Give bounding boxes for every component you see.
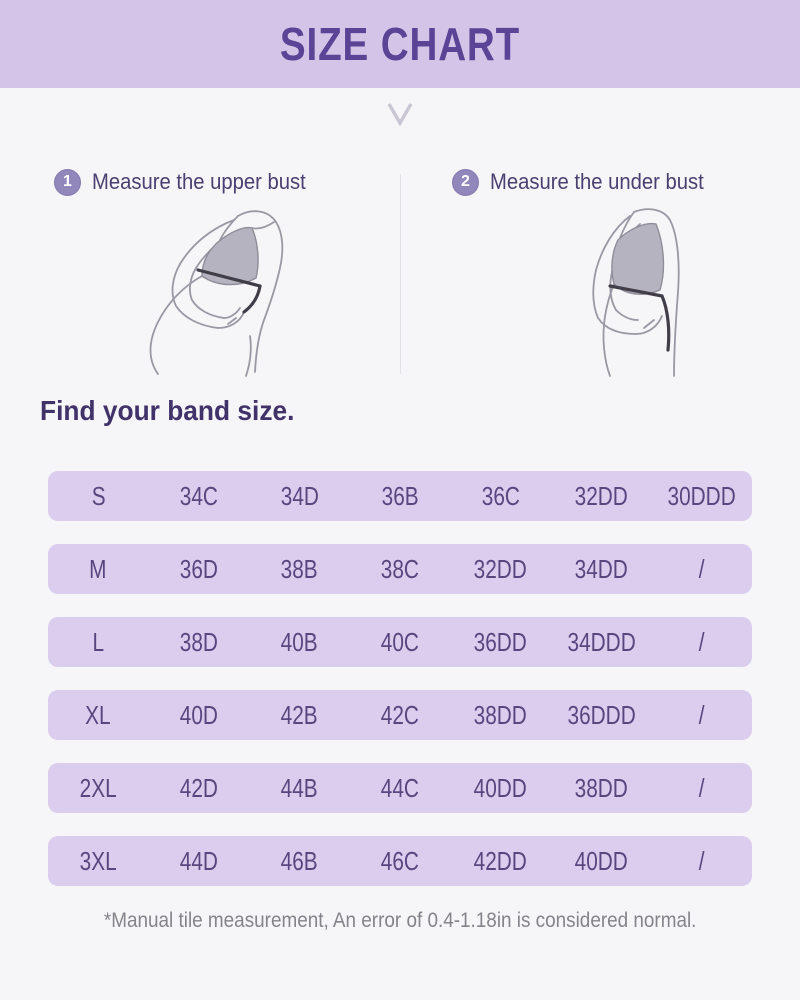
size-row — [48, 544, 752, 594]
band-size-heading: Find your band size. — [40, 395, 295, 426]
upper-bust-illustration — [100, 206, 400, 381]
size-row — [48, 836, 752, 886]
size-label: XL — [85, 699, 112, 730]
bra-shape — [202, 228, 258, 285]
size-cell: 42C — [380, 699, 420, 730]
step-2-header — [452, 166, 772, 198]
size-cell: 38C — [380, 553, 420, 584]
size-cell: 36C — [481, 480, 520, 511]
bra-shape — [612, 224, 664, 295]
size-cell: 34D — [280, 480, 319, 511]
size-label: 3XL — [79, 845, 117, 876]
size-cell: 40D — [179, 699, 218, 730]
size-table — [0, 471, 800, 886]
size-cell: 36D — [179, 553, 218, 584]
size-cell: 38DD — [574, 772, 628, 803]
size-cell: 36B — [381, 480, 419, 511]
size-cell: / — [698, 699, 705, 730]
size-cell: 40DD — [574, 845, 628, 876]
measuring-tape-line — [610, 286, 669, 350]
size-cell: / — [698, 772, 705, 803]
measure-steps-section — [0, 166, 800, 381]
size-cell: 34C — [179, 480, 218, 511]
under-bust-illustration — [516, 206, 772, 381]
size-cell: 44C — [380, 772, 420, 803]
size-cell: 30DDD — [667, 480, 736, 511]
size-cell: / — [698, 845, 705, 876]
size-label: M — [89, 553, 107, 584]
size-cell: 46B — [280, 845, 318, 876]
vertical-divider — [400, 174, 401, 374]
size-cell: 32DD — [574, 480, 628, 511]
page-title: SIZE CHART — [279, 18, 521, 70]
chevron-row — [0, 100, 800, 130]
step-1-number-badge: 1 — [54, 169, 81, 196]
size-cell: 42D — [179, 772, 218, 803]
size-cell: / — [698, 626, 705, 657]
size-cell: 32DD — [473, 553, 528, 584]
measurement-disclaimer: *Manual tile measurement, An error of 0.4-1.18in is considered normal. — [103, 909, 697, 932]
size-cell: 38D — [179, 626, 218, 657]
step-1-header — [54, 166, 400, 198]
footnote-row — [0, 909, 800, 933]
size-cell: 40C — [380, 626, 420, 657]
size-cell: 44B — [280, 772, 318, 803]
step-1 — [28, 166, 400, 381]
size-cell: 38DD — [473, 699, 528, 730]
size-cell: 42B — [280, 699, 318, 730]
size-row — [48, 471, 752, 521]
size-row — [48, 617, 752, 667]
size-label: S — [91, 480, 106, 511]
size-label: L — [92, 626, 105, 657]
step-1-label: Measure the upper bust — [92, 169, 306, 194]
band-heading-row — [40, 395, 800, 427]
step-2-label: Measure the under bust — [490, 169, 704, 194]
size-label: 2XL — [79, 772, 117, 803]
size-cell: 46C — [380, 845, 420, 876]
size-row — [48, 690, 752, 740]
step-2-number-badge: 2 — [452, 169, 479, 196]
size-cell: 44D — [179, 845, 218, 876]
size-cell: 34DDD — [567, 626, 636, 657]
step-2 — [400, 166, 772, 381]
size-cell: 34DD — [574, 553, 628, 584]
size-cell: 38B — [280, 553, 318, 584]
size-cell: 42DD — [473, 845, 528, 876]
banner — [0, 0, 800, 88]
size-cell: 36DDD — [567, 699, 636, 730]
chevron-down-icon — [382, 100, 418, 128]
size-cell: 40DD — [473, 772, 528, 803]
size-row — [48, 763, 752, 813]
size-cell: 36DD — [473, 626, 528, 657]
size-cell: 40B — [280, 626, 318, 657]
size-cell: / — [698, 553, 705, 584]
body-outline — [151, 211, 283, 376]
